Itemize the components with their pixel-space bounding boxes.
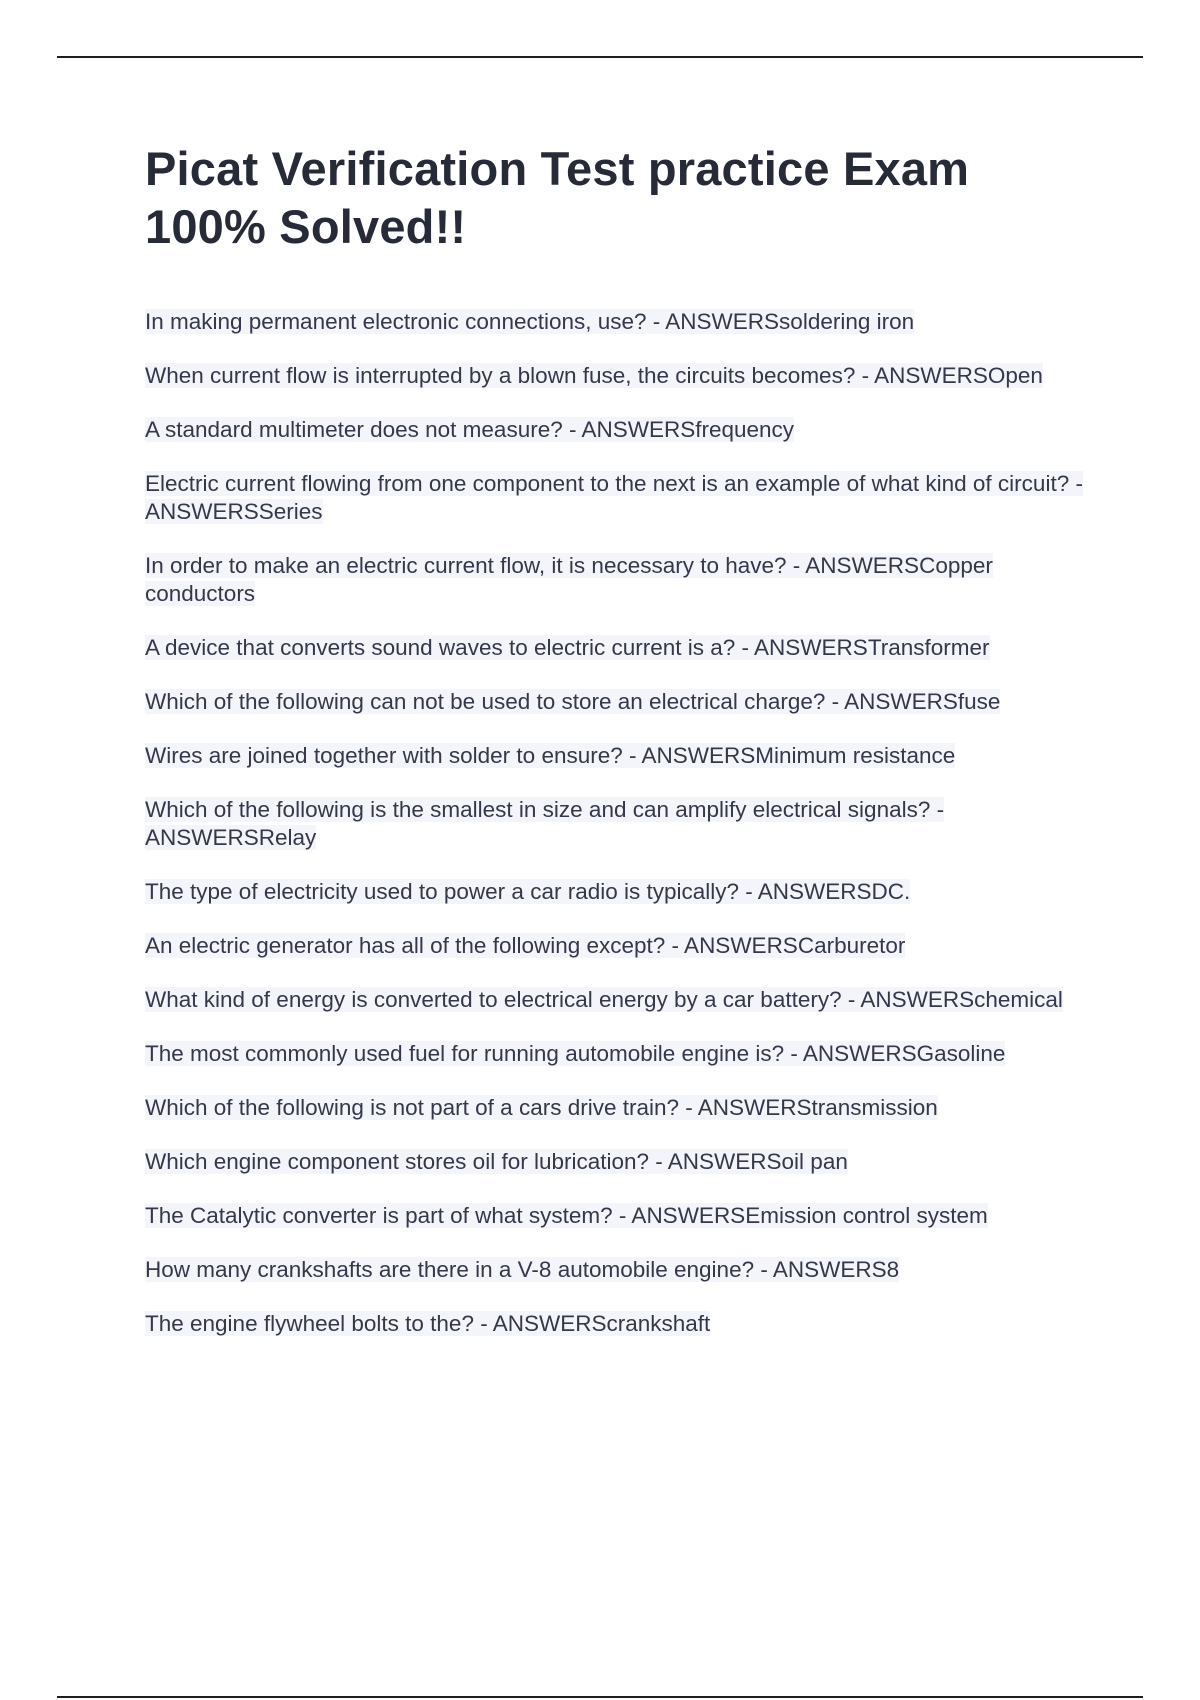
qa-item xyxy=(145,1202,1095,1230)
qa-text: Wires are joined together with solder to ensure? - ANSWERSMinimum resistance xyxy=(145,743,956,768)
qa-item xyxy=(145,634,1095,662)
qa-item xyxy=(145,552,1095,608)
bottom-rule xyxy=(57,1696,1143,1698)
qa-item xyxy=(145,1310,1095,1338)
qa-item xyxy=(145,1148,1095,1176)
qa-item xyxy=(145,986,1095,1014)
qa-text: A standard multimeter does not measure? - ANSWERSfrequency xyxy=(145,417,795,442)
qa-item xyxy=(145,416,1095,444)
qa-text: An electric generator has all of the following except? - ANSWERSCarburetor xyxy=(145,933,906,958)
qa-item xyxy=(145,742,1095,770)
qa-text: The engine flywheel bolts to the? - ANSWERScrankshaft xyxy=(145,1311,711,1336)
qa-item xyxy=(145,1040,1095,1068)
qa-text: Which of the following can not be used to store an electrical charge? - ANSWERSfuse xyxy=(145,689,1001,714)
qa-text: Electric current flowing from one component to the next is an example of what kind of circuit? - ANSWERSSeries xyxy=(145,471,1083,524)
qa-text: When current flow is interrupted by a blown fuse, the circuits becomes? - ANSWERSOpen xyxy=(145,363,1043,388)
qa-text: How many crankshafts are there in a V-8 automobile engine? - ANSWERS8 xyxy=(145,1257,900,1282)
qa-text: Which of the following is the smallest in size and can amplify electrical signals? - ANSWERSRelay xyxy=(145,797,945,850)
qa-text: In making permanent electronic connections, use? - ANSWERSsoldering iron xyxy=(145,309,915,334)
qa-text: Which of the following is not part of a cars drive train? - ANSWERStransmission xyxy=(145,1095,938,1120)
qa-item xyxy=(145,1094,1095,1122)
qa-text: In order to make an electric current flow, it is necessary to have? - ANSWERSCopper conductors xyxy=(145,553,993,606)
qa-item xyxy=(145,362,1095,390)
qa-text: What kind of energy is converted to electrical energy by a car battery? - ANSWERSchemical xyxy=(145,987,1063,1012)
qa-text: The type of electricity used to power a car radio is typically? - ANSWERSDC. xyxy=(145,879,911,904)
qa-item xyxy=(145,932,1095,960)
qa-item xyxy=(145,796,1095,852)
document-body xyxy=(145,140,1095,1364)
qa-item xyxy=(145,470,1095,526)
qa-text: The most commonly used fuel for running automobile engine is? - ANSWERSGasoline xyxy=(145,1041,1006,1066)
qa-item xyxy=(145,308,1095,336)
qa-item xyxy=(145,878,1095,906)
qa-text: Which engine component stores oil for lubrication? - ANSWERSoil pan xyxy=(145,1149,848,1174)
page-title: Picat Verification Test practice Exam 100% Solved!! xyxy=(145,142,970,253)
top-rule xyxy=(57,56,1143,58)
qa-text: The Catalytic converter is part of what system? - ANSWERSEmission control system xyxy=(145,1203,988,1228)
qa-text: A device that converts sound waves to electric current is a? - ANSWERSTransformer xyxy=(145,635,990,660)
qa-item xyxy=(145,688,1095,716)
qa-item xyxy=(145,1256,1095,1284)
qa-list xyxy=(145,308,1095,1338)
